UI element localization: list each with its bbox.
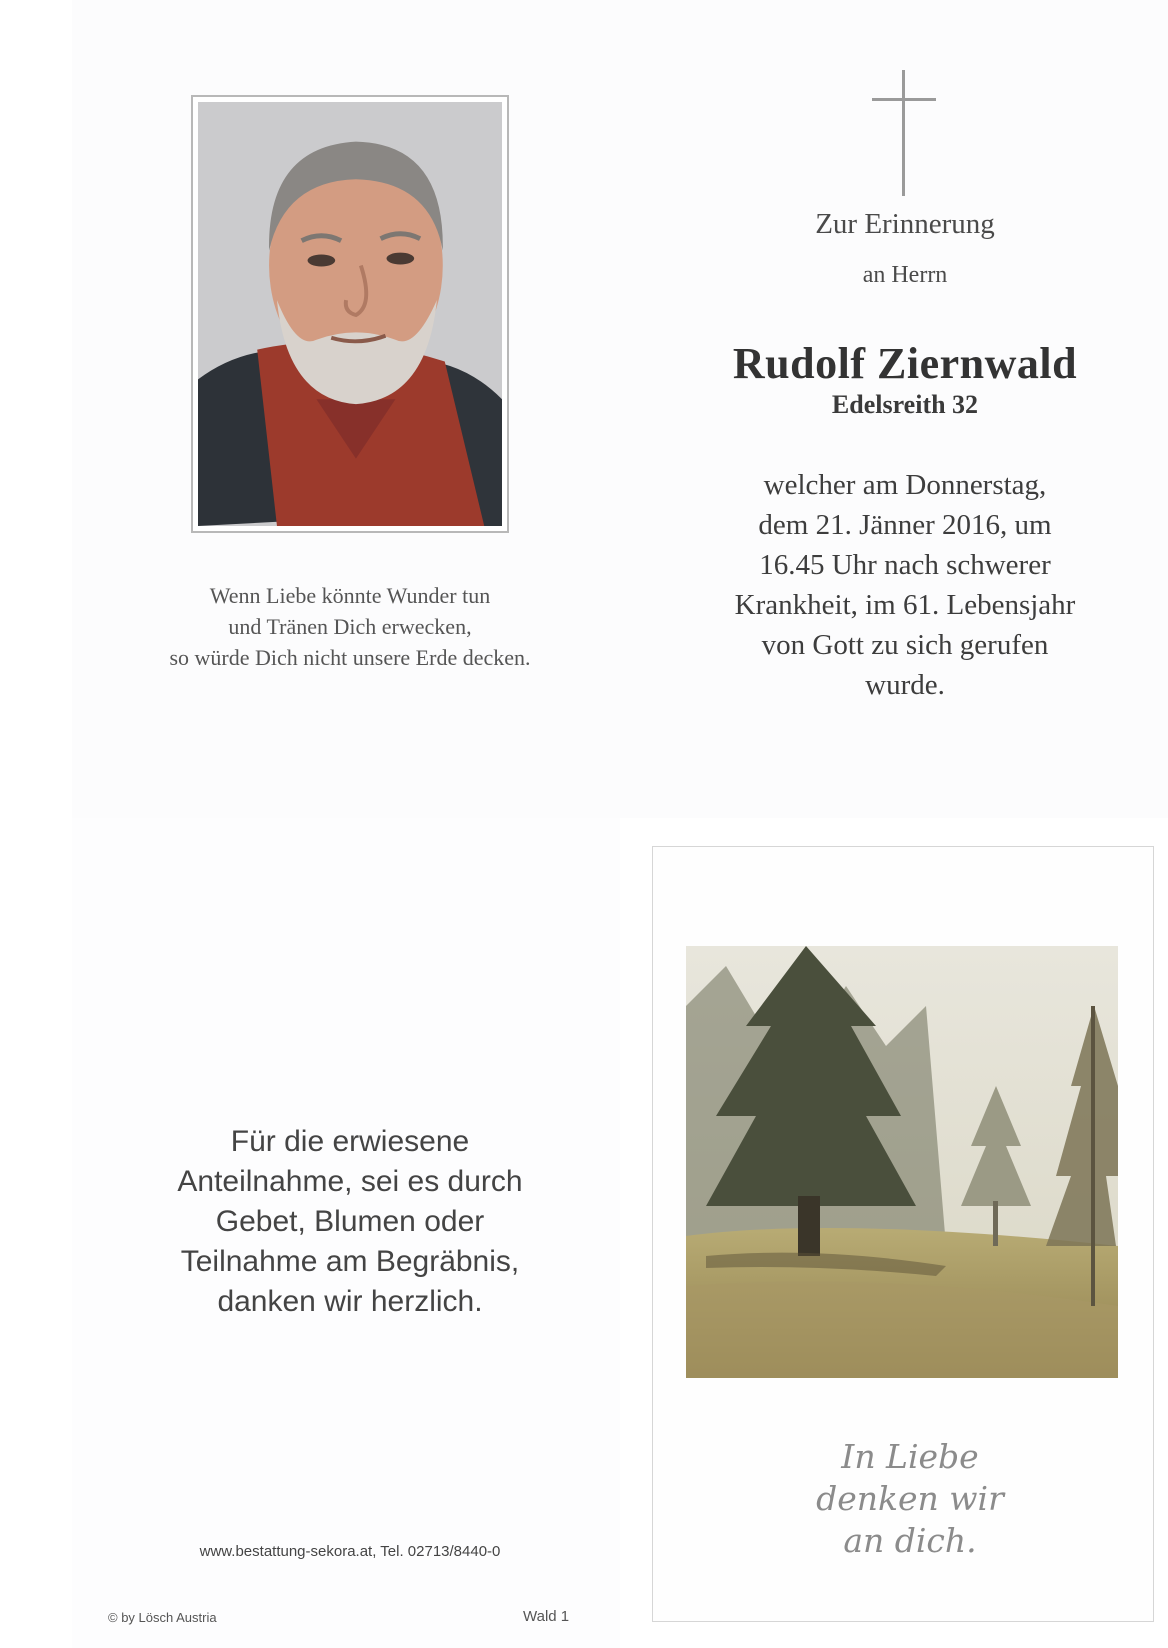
poem-line: und Tränen Dich erwecken, — [228, 614, 472, 639]
death-notice-line: dem 21. Jänner 2016, um — [758, 509, 1052, 541]
cross-icon — [872, 70, 936, 196]
thanks-line: Teilnahme am Begräbnis, — [180, 1245, 520, 1278]
copyright-note: © by Lösch Austria — [108, 1610, 217, 1625]
memorial-salutation: an Herrn — [862, 262, 948, 288]
thanks-text — [120, 1122, 580, 1322]
funeral-home-contact: www.bestattung-sekora.at, Tel. 02713/8440-0 — [199, 1543, 501, 1560]
forest-landscape-icon — [686, 946, 1118, 1378]
thanks-line: Gebet, Blumen oder — [215, 1205, 485, 1238]
script-line: an dich. — [843, 1521, 977, 1560]
memorial-title: Zur Erinnerung — [815, 208, 995, 240]
script-line: In Liebe — [841, 1437, 979, 1476]
thanks-line: Anteilnahme, sei es durch — [177, 1165, 523, 1198]
death-notice-line: Krankheit, im 61. Lebensjahr — [734, 589, 1076, 621]
poem-line: so würde Dich nicht unsere Erde decken. — [169, 645, 531, 670]
portrait-photo-icon — [198, 102, 502, 526]
thanks-line: danken wir herzlich. — [217, 1285, 483, 1318]
death-notice-line: von Gott zu sich gerufen — [761, 629, 1049, 661]
card-script-text — [760, 1436, 1060, 1562]
death-notice-line: 16.45 Uhr nach schwerer — [759, 549, 1051, 581]
portrait-frame — [191, 95, 509, 533]
poem — [100, 580, 600, 673]
thanks-line: Für die erwiesene — [230, 1125, 470, 1158]
death-notice-text — [690, 465, 1120, 705]
deceased-address: Edelsreith 32 — [831, 390, 979, 419]
card-model-label: Wald 1 — [523, 1608, 570, 1625]
death-notice-line: wurde. — [865, 669, 945, 701]
poem-line: Wenn Liebe könnte Wunder tun — [209, 583, 491, 608]
script-line: denken wir — [816, 1479, 1004, 1518]
death-notice-line: welcher am Donnerstag, — [763, 469, 1047, 501]
deceased-name: Rudolf Ziernwald — [732, 339, 1078, 388]
